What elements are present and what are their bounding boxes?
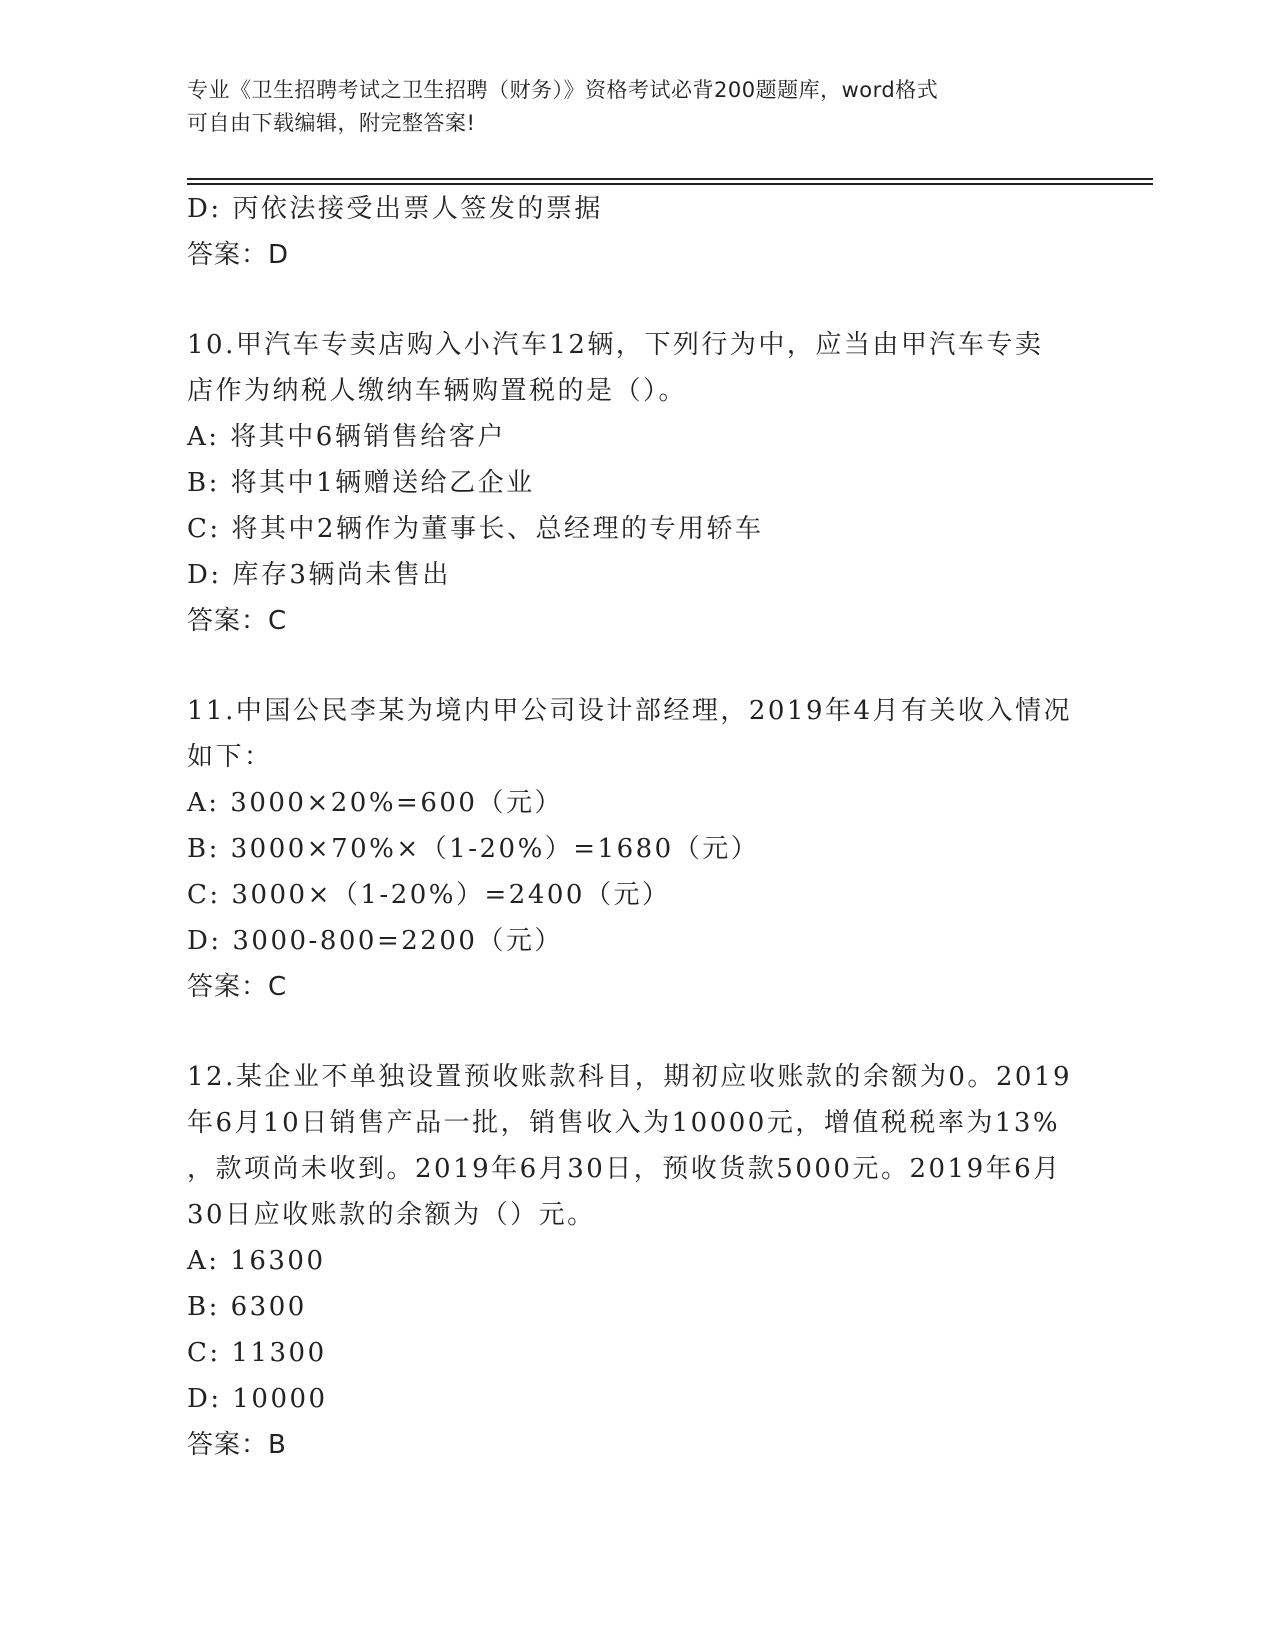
option-c: C: 11300 [187,1338,327,1368]
question-stem-line: 如下： [187,742,273,772]
question-content [187,186,1087,1468]
header-line-1: 专业《卫生招聘考试之卫生招聘（财务）》资格考试必背200题题库，word格式 [187,78,939,102]
option-c: C: 将其中2辆作为董事长、总经理的专用轿车 [187,514,764,544]
option-d: D: 3000-800=2200（元） [187,926,563,956]
header-divider-top [187,178,1153,180]
answer-line: 答案：B [187,1430,287,1460]
answer-line: 答案：C [187,972,288,1002]
option-c: C: 3000×（1-20%）=2400（元） [187,880,671,910]
question-stem-line: 10.甲汽车专卖店购入小汽车12辆，下列行为中，应当由甲汽车专卖 [187,330,1044,360]
option-a: A: 将其中6辆销售给客户 [187,422,506,452]
option-d: D: 库存3辆尚未售出 [187,560,451,590]
answer-line: 答案：D [187,240,290,270]
question-11 [187,688,1087,1010]
question-stem-line: 11.中国公民李某为境内甲公司设计部经理，2019年4月有关收入情况 [187,696,1073,726]
answer-line: 答案：C [187,606,288,636]
header-divider-bottom [187,183,1153,185]
question-stem-line: ，款项尚未收到。2019年6月30日，预收货款5000元。2019年6月 [187,1154,1062,1184]
option-b: B: 3000×70%×（1-20%）=1680（元） [187,834,760,864]
question-12 [187,1054,1087,1468]
header-line-2: 可自由下载编辑，附完整答案! [187,111,476,135]
option-a: A: 3000×20%=600（元） [187,788,563,818]
option-d: D: 丙依法接受出票人签发的票据 [187,194,603,224]
option-a: A: 16300 [187,1246,326,1276]
question-stem-line: 店作为纳税人缴纳车辆购置税的是（）。 [187,376,688,406]
question-10 [187,322,1087,644]
page-header [187,74,1067,140]
previous-question-tail [187,186,1087,278]
question-stem-line: 30日应收账款的余额为（）元。 [187,1200,596,1230]
question-stem-line: 12.某企业不单独设置预收账款科目，期初应收账款的余额为0。2019 [187,1062,1073,1092]
option-d: D: 10000 [187,1384,328,1414]
question-stem-line: 年6月10日销售产品一批，销售收入为10000元，增值税税率为13% [187,1108,1061,1138]
option-b: B: 6300 [187,1292,307,1322]
option-b: B: 将其中1辆赠送给乙企业 [187,468,535,498]
